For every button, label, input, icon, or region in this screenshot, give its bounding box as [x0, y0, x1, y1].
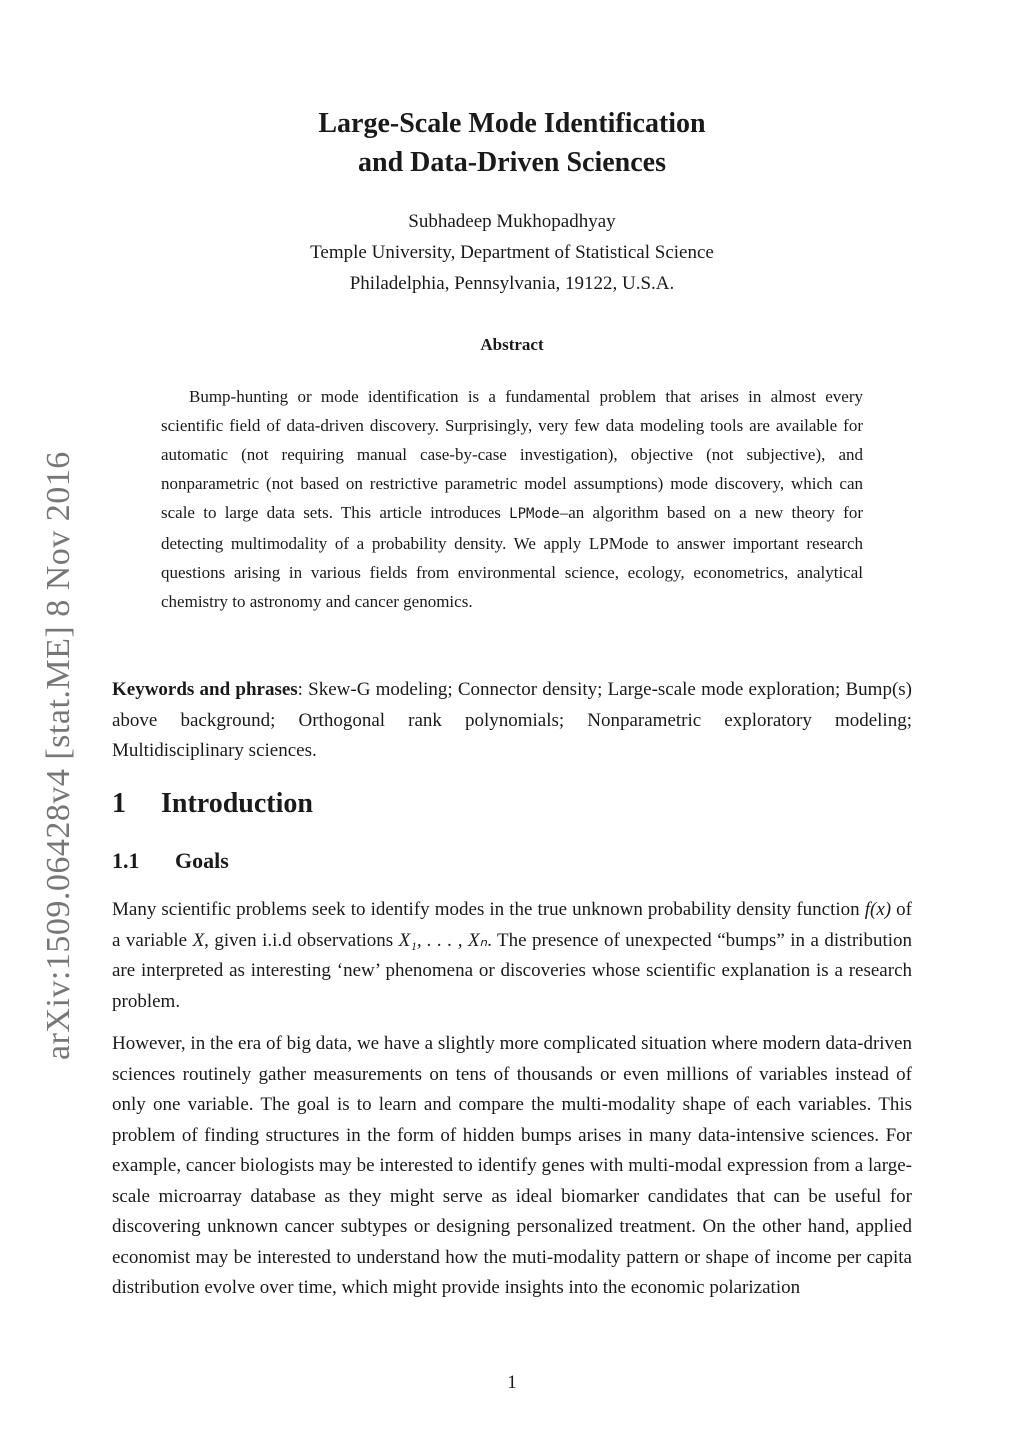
abstract-heading: Abstract — [480, 335, 544, 354]
keywords-label: Keywords and phrases — [112, 679, 298, 700]
section-title: Introduction — [161, 788, 313, 819]
math-observations: X₁, . . . , Xₙ — [398, 929, 488, 951]
keywords-text: : Skew-G modeling; Connector density; Large-scale mode exploration; Bump(s) above background; Orthogonal rank polynomials; Nonparametric exploratory modeling; Multidisciplinary sciences. — [112, 679, 913, 761]
abstract-text-1: Bump-hunting or mode identification is a fundamental problem that arises in almost every scientific field of data-driven discovery. Surprisingly, very few data modeling tools are available for automatic (not requiring manual case-by-case investigation), objective (not subjective), and nonparametric (not based on restrictive parametric model assumptions) mode discovery, which can scale to large data sets. This article introduces — [161, 387, 863, 522]
paper-title — [0, 104, 1024, 182]
para1-text-c: , given i.i.d observations — [204, 929, 399, 951]
arxiv-identifier: arXiv:1509.06428v4 [stat.ME] 8 Nov 2016 — [40, 451, 77, 1060]
para1-text-a: Many scientific problems seek to identify modes in the true unknown probability density function — [112, 899, 865, 920]
abstract-text-2: –an algorithm based on a new theory for detecting multimodality of a probability density. We apply LPMode to answer important research questions arising in various fields from environmental science, ecology, econometrics, analytical chemistry to astronomy and cancer genomics. — [161, 503, 863, 611]
para1-text-b: of a variable — [112, 899, 913, 951]
page-number: 1 — [507, 1372, 517, 1393]
subsection-number: 1.1 — [112, 848, 140, 873]
subsection-title: Goals — [175, 848, 229, 873]
subsection-heading-goals — [112, 848, 229, 874]
section-heading-introduction — [112, 788, 313, 820]
author-name: Subhadeep Mukhopadhyay — [408, 211, 616, 232]
paragraph-goals-1 — [112, 895, 912, 1017]
para2-text: However, in the era of big data, we have a slightly more complicated situation where modern data-driven sciences routinely gather measurements on tens of thousands or even millions of variables instead of only one variable. The goal is to learn and compare the multi-modality shape of each variables. This problem of finding structures in the form of hidden bumps arises in many data-intensive sciences. For example, cancer biologists may be interested to identify genes with multi-modal expression from a large-scale microarray database as they might serve as ideal biomarker candidates that can be useful for discovering unknown cancer subtypes or designing personalized treatment. On the other hand, applied economist may be interested to understand how the muti-modality pattern or shape of income per capita distribution evolve over time, which might provide insights into the economic polarization — [112, 1033, 912, 1298]
math-X: X — [192, 929, 205, 951]
abstract-body — [161, 382, 863, 616]
author-affiliation: Temple University, Department of Statistical Science — [310, 242, 714, 263]
author-address: Philadelphia, Pennsylvania, 19122, U.S.A. — [349, 273, 675, 294]
paragraph-goals-2 — [112, 1029, 912, 1304]
keywords-block — [112, 675, 912, 767]
author-block — [0, 206, 1024, 299]
para1-text-d: . The presence of unexpected “bumps” in a distribution are interpreted as interesting ‘new’ phenomena or discoveries whose scientific explanation is a research problem. — [112, 929, 912, 1012]
math-fx: f(x) — [864, 899, 892, 920]
title-line-1: Large-Scale Mode Identification — [318, 108, 706, 139]
section-number: 1 — [112, 788, 126, 819]
title-line-2: and Data-Driven Sciences — [358, 147, 666, 178]
abstract-code-term: LPMode — [509, 506, 560, 522]
